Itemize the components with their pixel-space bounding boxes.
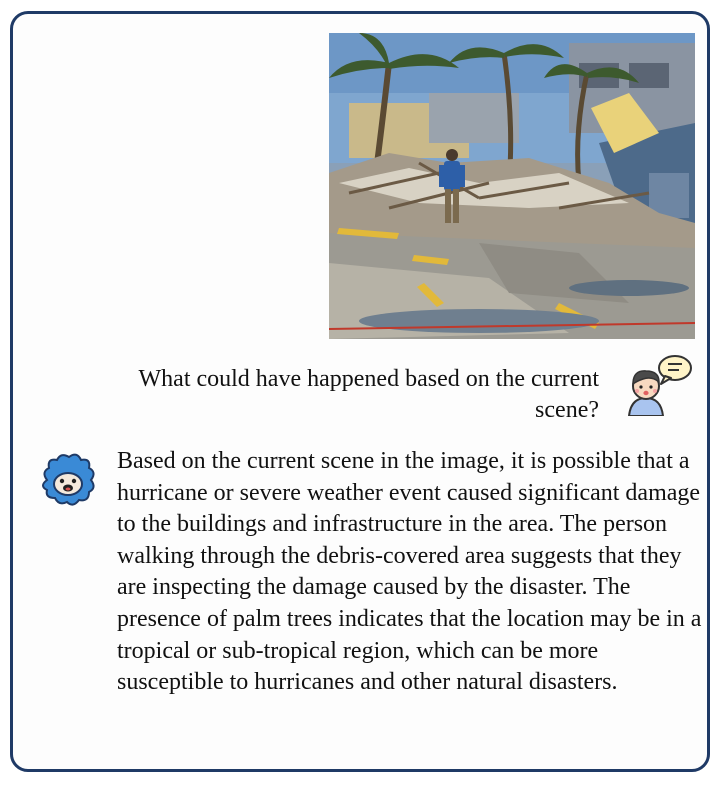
bot-avatar-icon: [39, 450, 97, 508]
user-avatar-icon: [619, 354, 695, 416]
chat-card: [10, 11, 710, 772]
assistant-answer: Based on the current scene in the image, it is possible that a hurricane or severe weather event caused significant damage to the buildings and infrastructure in the area. The person walking through the debris-covered area suggests that they are inspecting the damage caused by the disaster. The presence of palm trees indicates that the location may be in a tropical or sub-tropical region, which can be more susceptible to hurricanes and other natural disasters.: [117, 448, 702, 696]
user-question: What could have happened based on the current scene?: [138, 366, 599, 423]
hurricane-damage-photo: [329, 33, 695, 339]
